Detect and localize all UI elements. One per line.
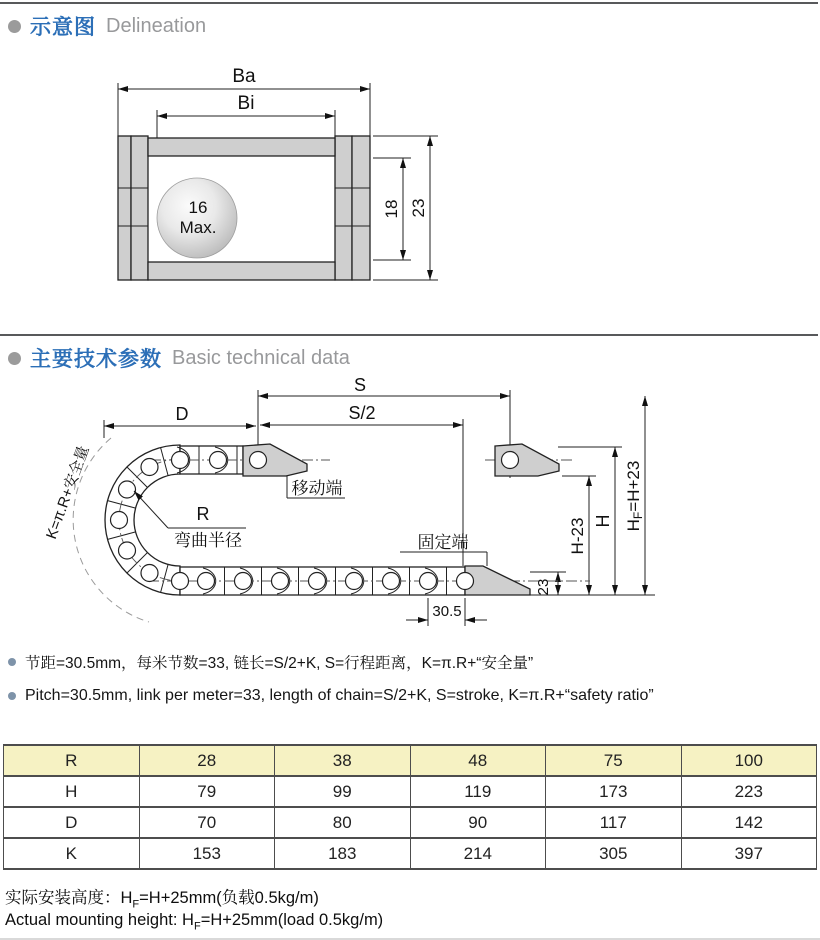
mh-zh-pre: 实际安装高度：H xyxy=(5,889,133,907)
cell: 75 xyxy=(546,745,682,776)
cell: 100 xyxy=(681,745,817,776)
note-zh xyxy=(6,651,533,673)
row-label-H: H xyxy=(4,776,140,807)
section1-bullet-icon xyxy=(8,20,21,33)
mh-zh-sub: F xyxy=(132,898,140,911)
technical-data-drawing xyxy=(30,376,690,638)
dim-h-label: H xyxy=(593,514,613,528)
cell: 214 xyxy=(410,838,546,869)
sphere-diameter-label: 16 xyxy=(188,198,208,217)
plate-division-lines xyxy=(118,188,370,226)
section2-bullet-icon xyxy=(8,352,21,365)
cell: 223 xyxy=(681,776,817,807)
cell: 173 xyxy=(546,776,682,807)
note-en xyxy=(6,687,654,705)
section1-header xyxy=(8,11,206,41)
section2-rule xyxy=(0,334,818,336)
row-label-R: R xyxy=(4,745,140,776)
dim-18-label: 18 xyxy=(382,199,401,219)
top-rule xyxy=(0,2,818,4)
cell: 79 xyxy=(139,776,275,807)
cell: 117 xyxy=(546,807,682,838)
top-crossbar xyxy=(148,138,335,156)
mounting-height-zh xyxy=(5,884,319,910)
cell: 397 xyxy=(681,838,817,869)
dim-d-label: D xyxy=(175,404,189,424)
section2-header xyxy=(8,343,350,373)
bottom-crossbar xyxy=(148,262,335,280)
bend-radius-label: 弯曲半径 xyxy=(174,531,242,550)
mh-en-pre: Actual mounting height: H xyxy=(5,911,194,929)
note-en-text: Pitch=30.5mm, link per meter=33, length of chain=S/2+K, S=stroke, K=π.R+“safety ratio” xyxy=(25,687,654,704)
cell: 28 xyxy=(139,745,275,776)
moving-end-pin xyxy=(250,452,267,469)
dim-r-label: R xyxy=(196,504,210,524)
table-row-R xyxy=(4,745,817,776)
row-label-D: D xyxy=(4,807,140,838)
hf-post: =H+23 xyxy=(624,460,643,512)
right-outer-plate xyxy=(352,136,370,280)
note-zh-text: 节距=30.5mm，每米节数=33, 链长=S/2+K, S=行程距离，K=π.R+“安全量” xyxy=(25,655,534,672)
dim-ba-label: Ba xyxy=(232,66,256,87)
dim-23-label: 23 xyxy=(409,198,428,218)
sphere-max-label: Max. xyxy=(179,218,217,237)
note-en-bullet-icon xyxy=(8,692,16,700)
spec-table xyxy=(3,744,817,870)
cell: 183 xyxy=(275,838,411,869)
row-label-K: K xyxy=(4,838,140,869)
note-zh-bullet-icon xyxy=(8,658,16,666)
section1-title-en: Delineation xyxy=(106,14,207,37)
hf-sub: F xyxy=(631,511,645,520)
cell: 48 xyxy=(410,745,546,776)
cell: 305 xyxy=(546,838,682,869)
left-inner-plate xyxy=(131,136,148,280)
chain-cross-section xyxy=(118,136,370,280)
cell: 90 xyxy=(410,807,546,838)
mh-en-sub: F xyxy=(193,920,201,933)
table-row-H xyxy=(4,776,817,807)
right-inner-plate xyxy=(335,136,352,280)
dim-s-half-label: S/2 xyxy=(348,403,376,423)
delineation-drawing xyxy=(85,58,455,298)
dim-bi-label: Bi xyxy=(237,93,255,114)
drawing1-dimension-lines xyxy=(118,83,438,280)
section2-title-zh: 主要技术参数 xyxy=(30,348,162,371)
cell: 153 xyxy=(139,838,275,869)
left-outer-plate xyxy=(118,136,131,280)
section2-title-en: Basic technical data xyxy=(172,346,350,369)
dim-hf-label xyxy=(624,461,645,532)
mounting-height-en xyxy=(5,911,383,932)
section1-title-zh: 示意图 xyxy=(30,16,96,39)
cell: 99 xyxy=(275,776,411,807)
cell: 119 xyxy=(410,776,546,807)
dim-h-minus-23-label: H-23 xyxy=(568,517,587,555)
raised-bracket-pin xyxy=(502,452,519,469)
dim-s-label: S xyxy=(353,375,367,395)
fixed-end-label: 固定端 xyxy=(417,533,469,552)
dim-pitch-label: 30.5 xyxy=(432,603,462,620)
moving-end-label: 移动端 xyxy=(291,479,343,498)
cell: 80 xyxy=(275,807,411,838)
hf-pre: H xyxy=(624,519,643,532)
dim-small-23-label: 23 xyxy=(535,578,552,596)
mh-en-post: =H+25mm(load 0.5kg/m) xyxy=(200,911,384,929)
fixed-end-bracket xyxy=(465,566,530,595)
cell: 142 xyxy=(681,807,817,838)
table-row-K xyxy=(4,838,817,869)
k-formula-label: K=π.R+安全量 xyxy=(43,443,93,542)
table-row-D xyxy=(4,807,817,838)
cell: 70 xyxy=(139,807,275,838)
mh-zh-post: =H+25mm(负载0.5kg/m) xyxy=(139,889,319,907)
cell: 38 xyxy=(275,745,411,776)
